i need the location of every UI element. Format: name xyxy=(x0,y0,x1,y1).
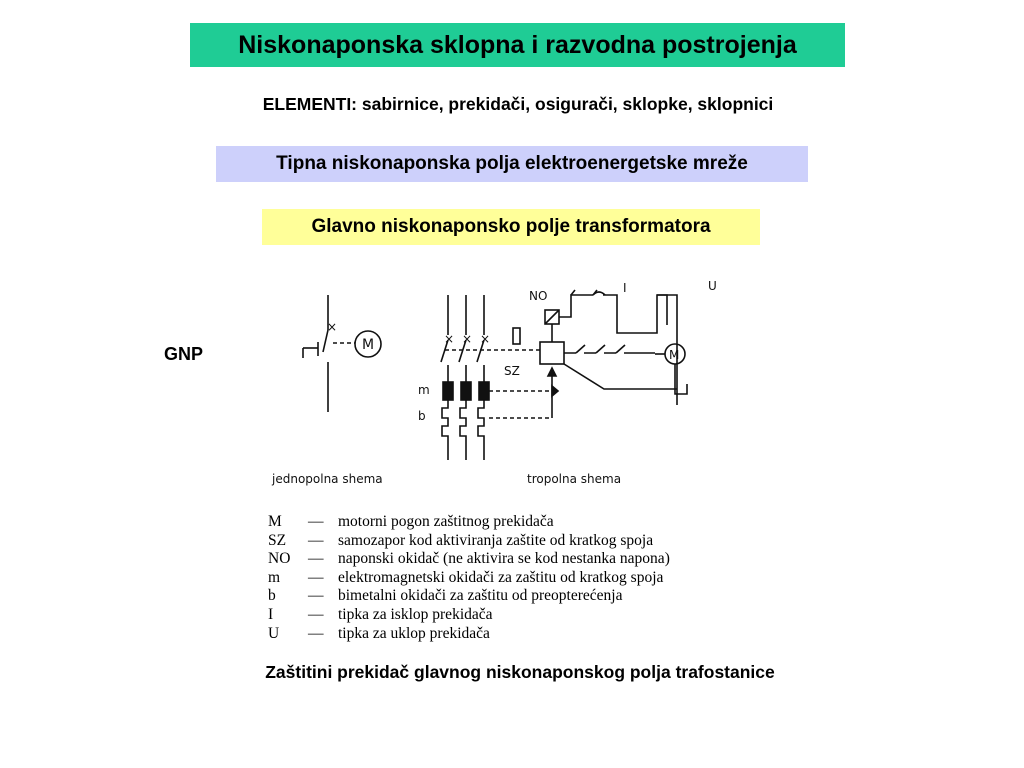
legend-row xyxy=(268,569,670,588)
legend-text: samozapor kod aktiviranja zaštite od kratkog spoja xyxy=(338,531,654,549)
i-label: I xyxy=(623,281,627,295)
svg-text:×: × xyxy=(462,332,473,346)
sz-label: SZ xyxy=(504,364,520,378)
u-label: U xyxy=(708,279,717,293)
legend-text: naponski okidač (ne aktivira se kod nestanka napona) xyxy=(338,550,670,568)
m-label: m xyxy=(418,383,430,397)
legend-key: b xyxy=(268,587,276,605)
legend-dash: — xyxy=(308,587,324,605)
legend-text: tipka za uklop prekidača xyxy=(338,624,490,642)
motor-label: M xyxy=(362,337,375,353)
tipna-box xyxy=(216,146,808,182)
svg-text:M: M xyxy=(669,348,680,362)
no-label: NO xyxy=(529,289,548,303)
three-pole-scheme xyxy=(418,279,717,460)
legend-text: motorni pogon zaštitnog prekidača xyxy=(338,513,554,530)
legend-dash: — xyxy=(308,605,324,623)
legend-key: m xyxy=(268,568,281,586)
legend-row xyxy=(268,550,670,569)
legend-key: NO xyxy=(268,550,291,568)
legend xyxy=(268,513,670,643)
legend-key: U xyxy=(268,624,280,642)
svg-text:×: × xyxy=(327,320,338,334)
caption: Zaštitini prekidač glavnog niskonaponskog polja trafostanice xyxy=(265,662,775,682)
legend-row xyxy=(268,532,670,551)
glavno-text: Glavno niskonaponsko polje transformatora xyxy=(311,216,711,237)
glavno-box xyxy=(262,209,760,245)
jednopolna-label: jednopolna shema xyxy=(272,472,383,486)
circuit-diagram xyxy=(255,270,755,495)
legend-dash: — xyxy=(308,550,324,568)
legend-dash: — xyxy=(308,531,324,549)
legend-key: I xyxy=(268,605,274,623)
tipna-text: Tipna niskonaponska polja elektroenergetske mreže xyxy=(276,153,748,174)
b-label: b xyxy=(418,409,426,423)
tropolna-label: tropolna shema xyxy=(527,472,622,486)
svg-text:×: × xyxy=(480,332,491,346)
page-title: Niskonaponska sklopna i razvodna postrojenja xyxy=(238,31,797,59)
legend-row xyxy=(268,513,670,532)
legend-text: tipka za isklop prekidača xyxy=(338,605,493,623)
single-pole-scheme xyxy=(303,295,381,412)
elements-line: ELEMENTI: sabirnice, prekidači, osigurači, sklopke, sklopnici xyxy=(262,94,774,114)
legend-key: SZ xyxy=(268,531,287,549)
legend-text: elektromagnetski okidači za zaštitu od kratkog spoja xyxy=(338,568,664,586)
legend-text: bimetalni okidači za zaštitu od preopterećenja xyxy=(338,587,623,605)
legend-dash: — xyxy=(308,624,324,642)
gnp-label: GNP xyxy=(164,344,204,364)
svg-text:×: × xyxy=(444,332,455,346)
legend-row xyxy=(268,606,670,625)
legend-dash: — xyxy=(308,513,324,530)
title-box xyxy=(190,23,845,67)
legend-row xyxy=(268,587,670,606)
legend-dash: — xyxy=(308,568,324,586)
legend-key: M xyxy=(268,513,282,530)
legend-row xyxy=(268,625,670,644)
